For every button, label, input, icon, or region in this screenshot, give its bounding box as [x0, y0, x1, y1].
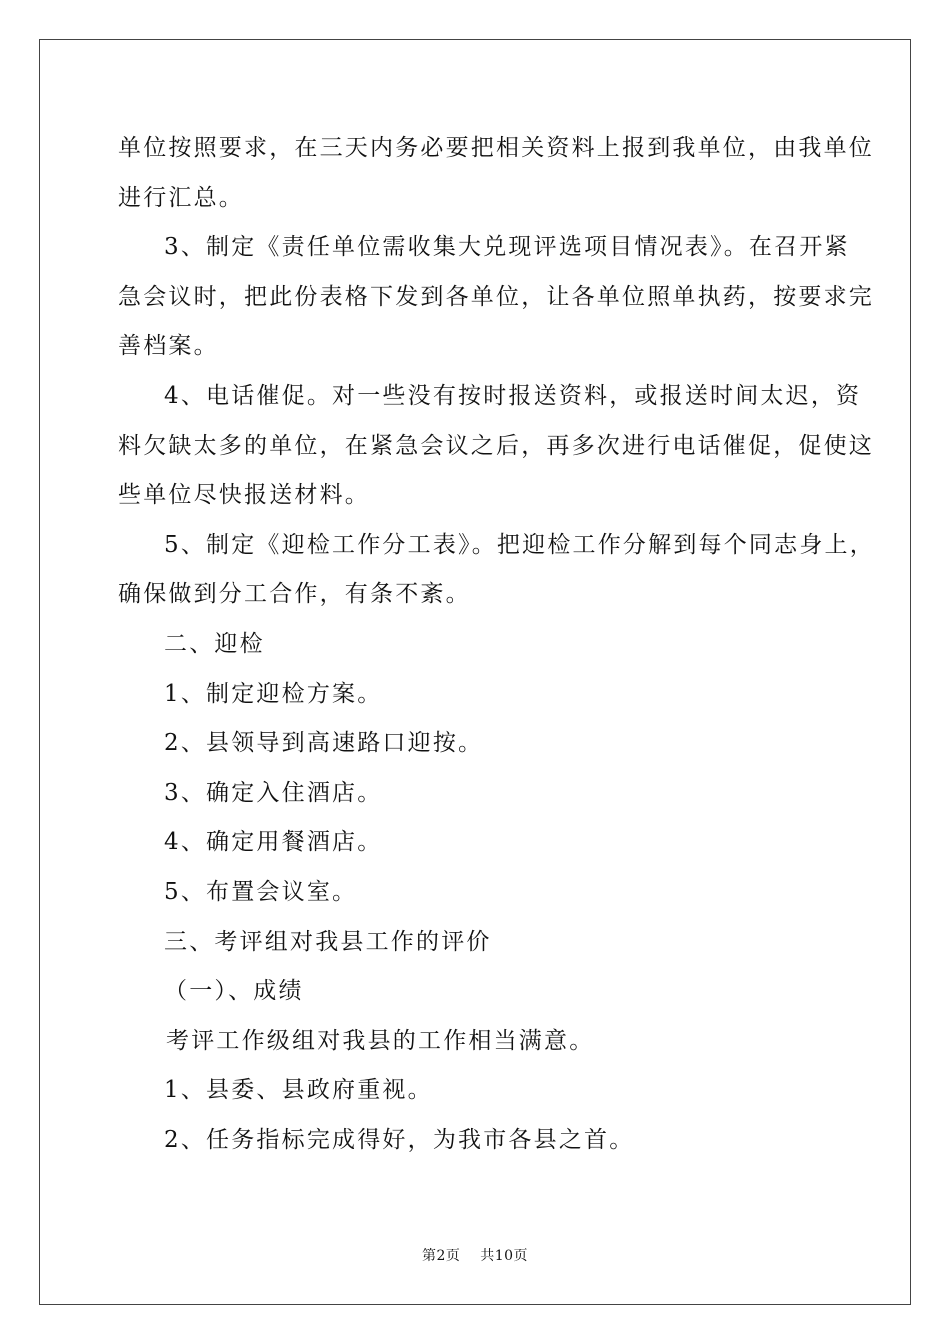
paragraph-line: 4、电话催促。对一些没有按时报送资料，或报送时间太迟，资	[164, 382, 862, 409]
subsection-heading: （一）、成绩	[164, 978, 304, 1005]
list-item: 4、确定用餐酒店。	[164, 829, 383, 856]
page-footer	[0, 1246, 950, 1266]
paragraph-line: 考评工作级组对我县的工作相当满意。	[166, 1027, 595, 1054]
section-heading: 二、迎检	[164, 630, 265, 657]
paragraph-line: 3、制定《责任单位需收集大兑现评选项目情况表》。在召开紧	[164, 234, 850, 261]
list-item: 3、确定入住酒店。	[164, 779, 383, 806]
list-item: 1、县委、县政府重视。	[164, 1077, 433, 1104]
paragraph-line: 确保做到分工合作，有条不紊。	[118, 581, 471, 608]
paragraph-line: 急会议时，把此份表格下发到各单位，让各单位照单执药，按要求完	[118, 283, 874, 310]
footer-spacer	[460, 1248, 480, 1264]
paragraph-line: 料欠缺太多的单位，在紧急会议之后，再多次进行电话催促，促使这	[118, 432, 874, 459]
paragraph-line: 单位按照要求，在三天内务必要把相关资料上报到我单位，由我单位	[118, 135, 874, 161]
page-total: 共10页	[480, 1248, 529, 1264]
paragraph-line: 进行汇总。	[118, 184, 244, 211]
list-item: 1、制定迎检方案。	[164, 680, 383, 707]
list-item: 2、任务指标完成得好，为我市各县之首。	[164, 1126, 635, 1153]
list-item: 2、县领导到高速路口迎按。	[164, 730, 484, 757]
document-body	[118, 124, 875, 1165]
paragraph-line: 善档案。	[118, 333, 219, 360]
paragraph-line: 些单位尽快报送材料。	[118, 482, 370, 509]
section-heading: 三、考评组对我县工作的评价	[164, 928, 492, 955]
list-item: 5、布置会议室。	[164, 878, 358, 905]
paragraph-line: 5、制定《迎检工作分工表》。把迎检工作分解到每个同志身上，	[164, 531, 875, 558]
page-number: 第2页	[421, 1248, 461, 1264]
